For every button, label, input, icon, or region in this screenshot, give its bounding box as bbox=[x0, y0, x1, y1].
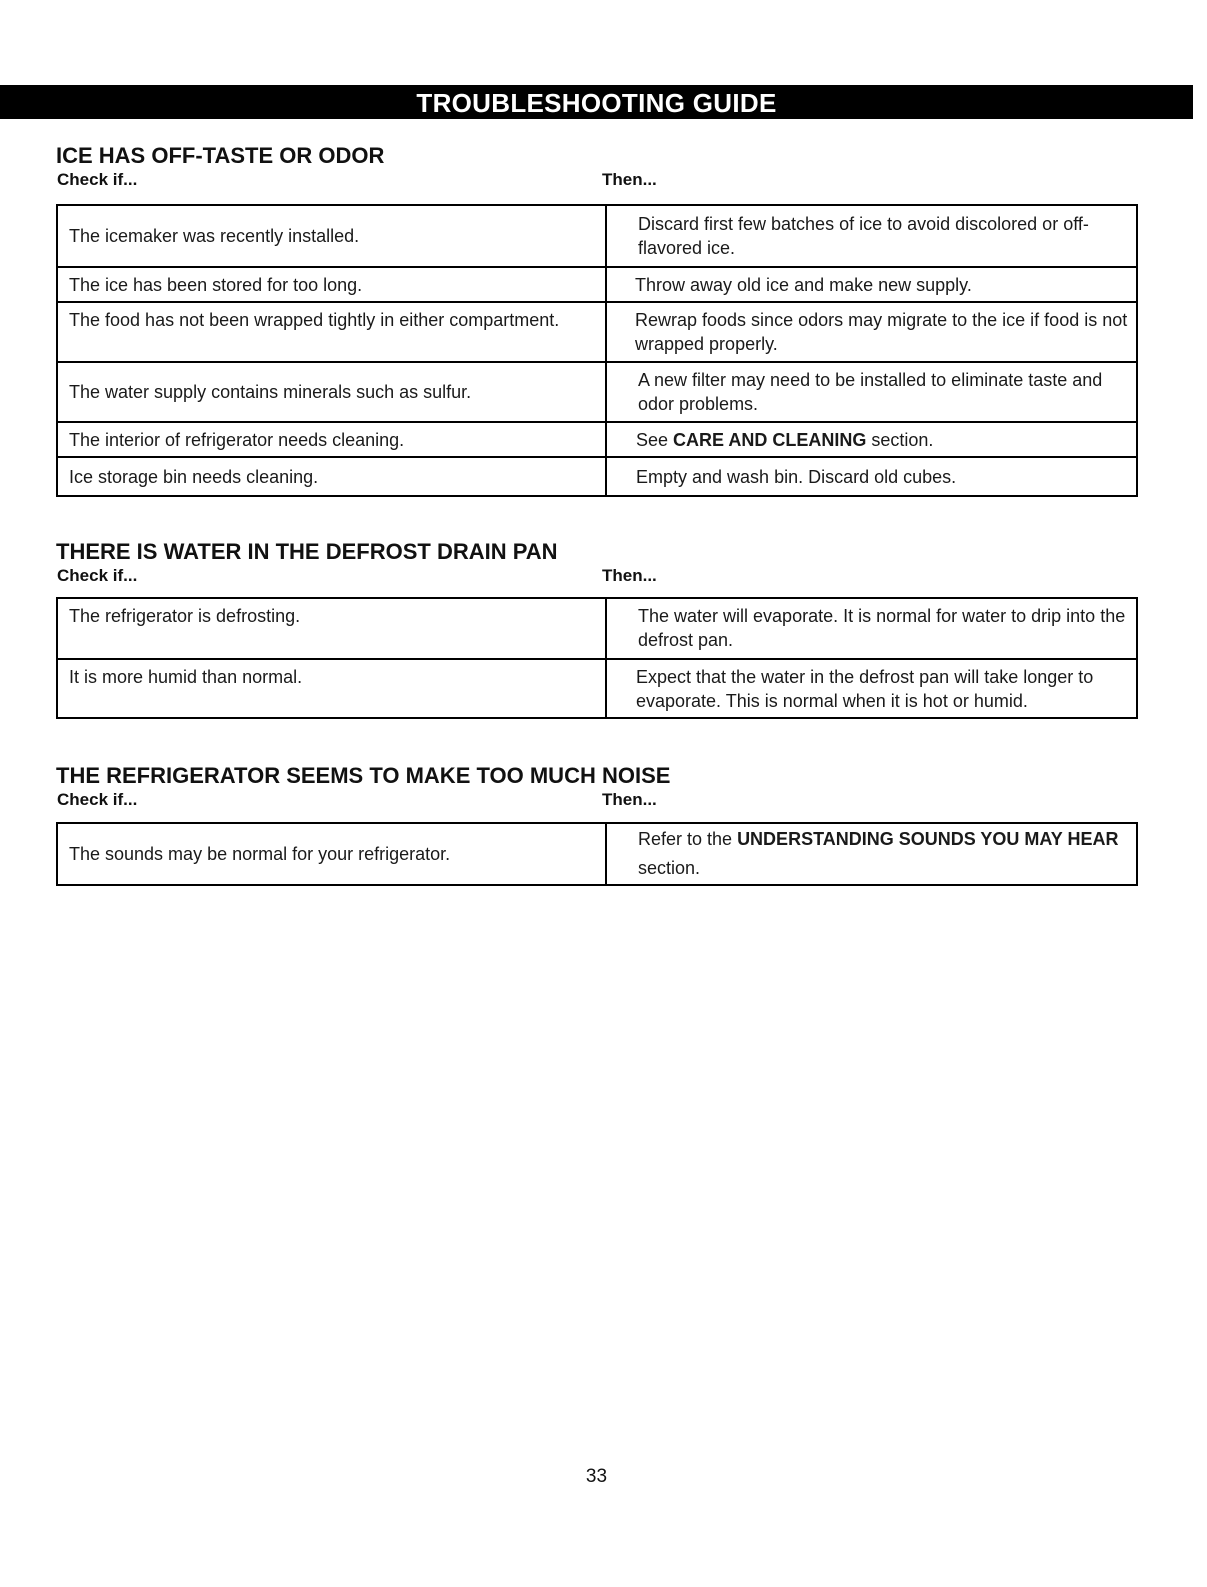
page-number: 33 bbox=[585, 1466, 608, 1487]
troubleshooting-table bbox=[56, 597, 1138, 719]
then-text: See bbox=[636, 429, 674, 450]
troubleshooting-table bbox=[56, 204, 1138, 497]
then-cell bbox=[606, 823, 1137, 885]
column-headings bbox=[56, 169, 1138, 191]
section-ice-off-taste bbox=[56, 143, 1138, 497]
then-cell: Rewrap foods since odors may migrate to the ice if food is not wrapped properly. bbox=[606, 302, 1137, 362]
then-heading: Then... bbox=[602, 566, 657, 585]
table-row bbox=[57, 598, 1137, 659]
then-cell: A new filter may need to be installed to eliminate taste and odor problems. bbox=[606, 362, 1137, 422]
section-too-much-noise bbox=[56, 763, 1138, 886]
page-title-banner: TROUBLESHOOTING GUIDE bbox=[0, 85, 1193, 119]
then-cell: Expect that the water in the defrost pan will take longer to evaporate. This is normal when it is hot or humid. bbox=[606, 659, 1137, 718]
check-cell: The water supply contains minerals such as sulfur. bbox=[57, 362, 606, 422]
check-if-heading: Check if... bbox=[57, 170, 138, 189]
section-water-in-drain-pan bbox=[56, 539, 1138, 719]
then-heading: Then... bbox=[602, 790, 657, 809]
then-cell: Throw away old ice and make new supply. bbox=[606, 267, 1137, 302]
then-cell: Discard first few batches of ice to avoid discolored or off-flavored ice. bbox=[606, 205, 1137, 267]
troubleshooting-table bbox=[56, 822, 1138, 886]
column-headings bbox=[56, 565, 1138, 587]
then-heading: Then... bbox=[602, 170, 657, 189]
section-title: ICE HAS OFF-TASTE OR ODOR bbox=[56, 143, 385, 168]
then-text: section. bbox=[638, 858, 701, 878]
table-row bbox=[57, 659, 1137, 718]
then-cell bbox=[606, 422, 1137, 457]
check-if-heading: Check if... bbox=[57, 566, 138, 585]
table-row bbox=[57, 823, 1137, 885]
check-cell: The sounds may be normal for your refrigerator. bbox=[57, 823, 606, 885]
check-cell: It is more humid than normal. bbox=[57, 659, 606, 718]
section-title: THERE IS WATER IN THE DEFROST DRAIN PAN bbox=[56, 539, 558, 564]
check-cell: The ice has been stored for too long. bbox=[57, 267, 606, 302]
column-headings bbox=[56, 789, 1138, 811]
check-if-heading: Check if... bbox=[57, 790, 138, 809]
table-row bbox=[57, 457, 1137, 496]
table-row bbox=[57, 205, 1137, 267]
then-text: section. bbox=[866, 429, 934, 450]
table-row bbox=[57, 302, 1137, 362]
understanding-sounds-reference: UNDERSTANDING SOUNDS YOU MAY HEAR bbox=[737, 829, 1119, 849]
table-row bbox=[57, 362, 1137, 422]
check-cell: The icemaker was recently installed. bbox=[57, 205, 606, 267]
check-cell: Ice storage bin needs cleaning. bbox=[57, 457, 606, 496]
check-cell: The refrigerator is defrosting. bbox=[57, 598, 606, 659]
section-title: THE REFRIGERATOR SEEMS TO MAKE TOO MUCH NOISE bbox=[56, 763, 671, 788]
table-row bbox=[57, 422, 1137, 457]
then-cell: The water will evaporate. It is normal for water to drip into the defrost pan. bbox=[606, 598, 1137, 659]
care-and-cleaning-reference: CARE AND CLEANING bbox=[673, 429, 867, 450]
table-row bbox=[57, 267, 1137, 302]
check-cell: The interior of refrigerator needs cleaning. bbox=[57, 422, 606, 457]
then-text: Refer to the bbox=[638, 829, 738, 849]
check-cell: The food has not been wrapped tightly in either compartment. bbox=[57, 302, 606, 362]
then-cell: Empty and wash bin. Discard old cubes. bbox=[606, 457, 1137, 496]
